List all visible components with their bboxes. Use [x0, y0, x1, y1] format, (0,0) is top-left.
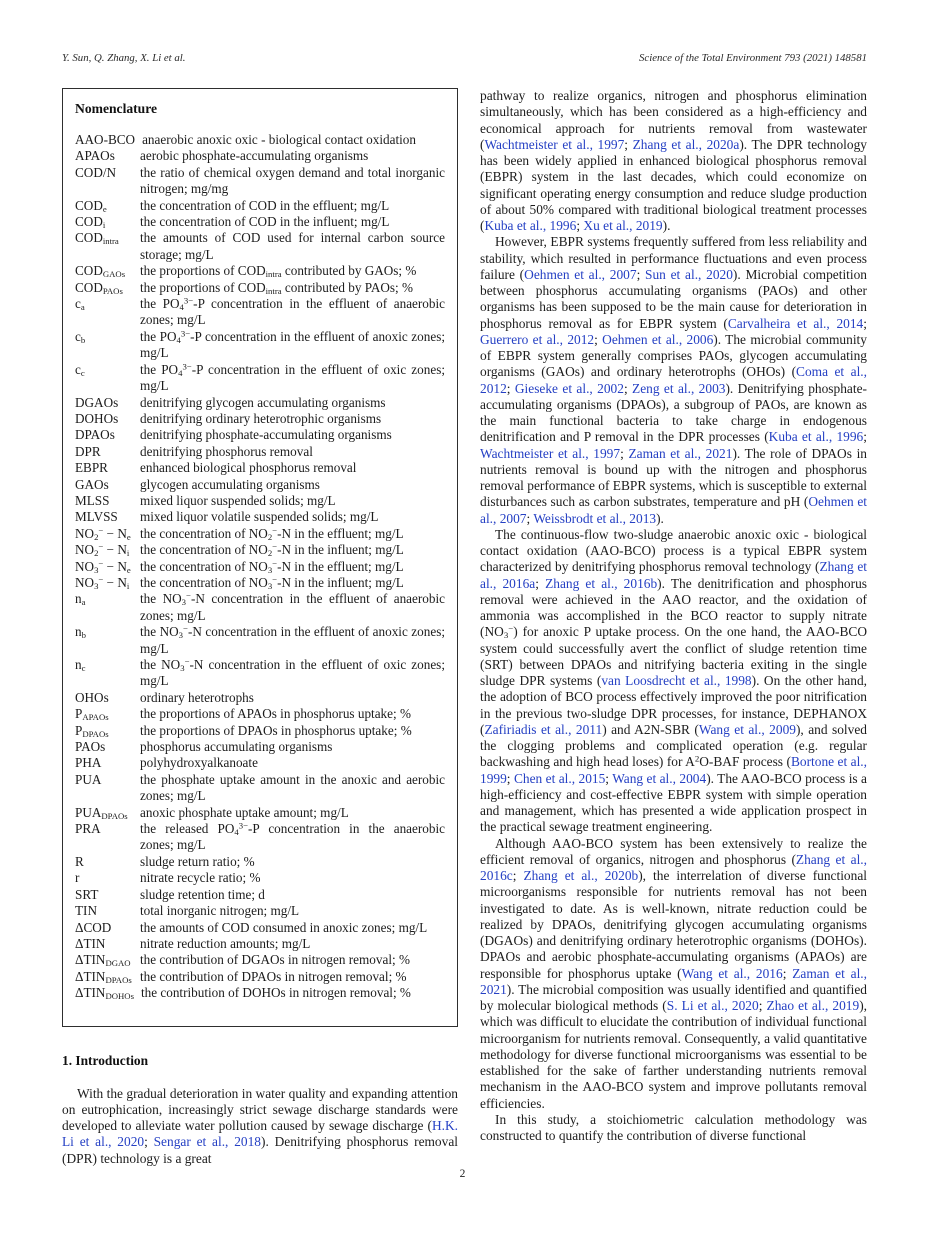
nomenclature-definition: the amounts of COD consumed in anoxic zones; mg/L — [140, 919, 428, 935]
nomenclature-definition: the $PO_4^{3-}-P$ concentration in the effluent of anaerobic zones; mg/L — [140, 295, 445, 328]
citation-link[interactable]: Weissbrodt et al., 2013 — [533, 510, 657, 526]
nomenclature-entry — [75, 542, 445, 558]
header-authors: Y. Sun, Q. Zhang, X. Li et al. — [62, 52, 186, 64]
citation-link[interactable]: Oehmen et al., 2007 — [480, 494, 867, 526]
nomenclature-term: $c_c$ — [75, 361, 85, 378]
nomenclature-entry — [75, 526, 445, 542]
paragraph: In this study, a stoichiometric calculation methodology was constructed to quantify the contribution of diverse functional — [480, 1111, 867, 1143]
nomenclature-term: PHA — [75, 755, 102, 771]
nomenclature-entry — [75, 427, 445, 443]
nomenclature-term: COD/N — [75, 164, 117, 180]
nomenclature-term: MLVSS — [75, 509, 118, 525]
nomenclature-term: $NO_3^- - N_e$ — [75, 558, 131, 575]
nomenclature-term: DGAOs — [75, 394, 119, 410]
nomenclature-definition: mixed liquor volatile suspended solids; mg/L — [140, 509, 379, 525]
citation-link[interactable]: Zeng et al., 2003 — [632, 380, 726, 396]
nomenclature-term: $P_{DPAOs}$ — [75, 722, 109, 739]
nomenclature-definition: the concentration of COD in the influent; mg/L — [140, 214, 390, 230]
citation-link[interactable]: Sengar et al., 2018 — [153, 1134, 261, 1150]
citation-link[interactable]: Wang et al., 2016 — [681, 965, 783, 981]
nomenclature-entry — [75, 411, 445, 427]
nomenclature-term: r — [75, 870, 80, 886]
citation-link[interactable]: Zhang et al., 2020b — [523, 868, 639, 883]
citation-link[interactable]: H.K. Li et al., 2020 — [62, 1118, 458, 1150]
nomenclature-term: $\Delta TIN_{DOHOs}$ — [75, 985, 134, 1002]
nomenclature-entry — [75, 148, 445, 164]
nomenclature-definition: the $PO_4^{3-}-P$ concentration in the effluent of anoxic zones; mg/L — [140, 328, 446, 361]
nomenclature-term: PAOs — [75, 739, 106, 755]
nomenclature-definition: the $NO_3^--N$ concentration in the effluent of anaerobic zones; mg/L — [140, 591, 445, 623]
nomenclature-term: DPR — [75, 443, 101, 459]
paragraph: Although AAO-BCO system has been extensively to realize the efficient removal of organics, nitrogen and phosphorus (Zhang et al., 2016c; Zhang et al., 2020b), the interrelation of diverse functional microorganisms responsible for nutrients removal has not been investigated to date. As is well-known, nitrate reduction could be realized by DPAOs, denitrifying glycogen accumulating organisms (DGAOs) and denitrifying ordinary heterotrophic organisms (DOHOs). DPAOs and aerobic phosphate-accumulating organisms (APAOs) are responsible for phosphorus uptake (Wang et al., 2016; Zaman et al., 2021). The microbial composition was usually identified and quantified by molecular biological methods (S. Li et al., 2020; Zhao et al., 2019), which was difficult to elucidate the contribution of individual functional microorganism for nutrients removal. Consequently, a valid quantitative methodology for diverse functional microorganisms was essential to be established for the sake of farther understanding nutrients removal mechanism in the AAO-BCO system and improve pollutants removal efficiencies. — [480, 835, 867, 1111]
nomenclature-term: $COD_{GAOs}$ — [75, 263, 126, 280]
page-footer — [0, 1168, 925, 1180]
nomenclature-term: $COD_{intra}$ — [75, 230, 119, 247]
page-content — [62, 88, 867, 1167]
citation-link[interactable]: Zhao et al., 2019 — [766, 998, 860, 1013]
nomenclature-definition: the proportions of $COD_{intra}$ contributed by GAOs; % — [140, 263, 417, 280]
nomenclature-term: $\Delta TIN_{DPAOs}$ — [75, 968, 132, 985]
nomenclature-entry — [75, 559, 445, 575]
introduction-paragraphs — [62, 1086, 458, 1167]
paragraph: However, EBPR systems frequently suffered from less reliability and stability, which resulted in performance fluctuations and even process failure (Oehmen et al., 2007; Sun et al., 2020). Microbial competition between phosphorus accumulating organisms (PAOs) and other organisms has been supposed to be the main cause for deterioration in phosphorus removal as for EBPR system (Carvalheira et al., 2014; Guerrero et al., 2012; Oehmen et al., 2006). The microbial community of EBPR system generally comprises PAOs, glycogen accumulating organisms (GAOs) and ordinary heterotrophs (OHOs) (Coma et al., 2012; Gieseke et al., 2002; Zeng et al., 2003). Denitrifying phosphate-accumulating organisms (DPAOs), a subgroup of PAOs, are known as the main functional bacteria to take charge in endogenous denitrification and P removal in the DPR processes (Kuba et al., 1996; Wachtmeister et al., 1997; Zaman et al., 2021). The role of DPAOs in nutrients removal is bound up with the nitrogen and phosphorus removal performance of EBPR systems, which is susceptible to external disturbances such as carbon substrates, temperature and pH (Oehmen et al., 2007; Weissbrodt et al., 2013). — [480, 234, 867, 526]
citation-link[interactable]: Chen et al., 2015 — [513, 770, 606, 786]
nomenclature-term: SRT — [75, 886, 99, 902]
nomenclature-term: AAO-BCO — [75, 132, 136, 147]
nomenclature-definition: enhanced biological phosphorus removal — [140, 460, 357, 476]
nomenclature-definition: the released $PO_4^{3-}-P$ concentration in the anaerobic zones; mg/L — [140, 820, 445, 853]
nomenclature-entry — [75, 165, 445, 198]
nomenclature-entry — [75, 936, 445, 952]
citation-link[interactable]: Zhang et al., 2016b — [545, 575, 658, 591]
paragraph: With the gradual deterioration in water quality and expanding attention on eutrophication, increasingly strict sewage discharge standards were developed to alleviate water pollution caused by sewage discharge (H.K. Li et al., 2020; Sengar et al., 2018). Denitrifying phosphorus removal (DPR) technology is a great — [62, 1085, 458, 1166]
nomenclature-definition: the concentration of $NO_3^--N$ in the influent; mg/L — [140, 574, 404, 591]
citation-link[interactable]: S. Li et al., 2020 — [666, 998, 759, 1013]
citation-link[interactable]: Zafiriadis et al., 2011 — [484, 721, 603, 737]
nomenclature-term: OHOs — [75, 689, 109, 705]
nomenclature-definition: the $NO_3^--N$ concentration in the effluent of oxic zones; mg/L — [140, 656, 445, 689]
nomenclature-definition: denitrifying glycogen accumulating organisms — [140, 394, 386, 410]
nomenclature-entry — [75, 509, 445, 525]
nomenclature-entry — [75, 477, 445, 493]
nomenclature-term: GAOs — [75, 476, 109, 492]
nomenclature-term: APAOs — [75, 148, 115, 164]
running-header — [62, 52, 867, 64]
nomenclature-definition: denitrifying ordinary heterotrophic organisms — [140, 410, 382, 426]
header-journal: Science of the Total Environment 793 (2021) 148581 — [639, 52, 867, 64]
nomenclature-term: ΔCOD — [75, 919, 112, 935]
citation-link[interactable]: Kuba et al., 1996 — [768, 429, 864, 445]
nomenclature-definition: glycogen accumulating organisms — [140, 476, 320, 492]
nomenclature-entry — [75, 493, 445, 509]
nomenclature-entry — [75, 755, 445, 771]
nomenclature-entry — [75, 739, 445, 755]
nomenclature-entry — [75, 920, 445, 936]
nomenclature-entry — [75, 444, 445, 460]
nomenclature-definition: anoxic phosphate uptake amount; mg/L — [140, 804, 349, 820]
nomenclature-term: $c_a$ — [75, 296, 85, 312]
nomenclature-definition: the contribution of DPAOs in nitrogen removal; % — [140, 968, 407, 984]
nomenclature-entry — [75, 624, 445, 657]
nomenclature-definition: anaerobic anoxic oxic - biological contact oxidation — [142, 132, 416, 147]
nomenclature-entry — [75, 706, 445, 722]
nomenclature-term: R — [75, 853, 84, 869]
nomenclature-term: $COD_{PAOs}$ — [75, 279, 123, 296]
citation-link[interactable]: Guerrero et al., 2012 — [480, 331, 595, 347]
nomenclature-entry — [75, 329, 445, 362]
citation-link[interactable]: Wang et al., 2004 — [612, 770, 707, 786]
nomenclature-entry — [75, 280, 445, 296]
nomenclature-entry — [75, 460, 445, 476]
citation-link[interactable]: Sun et al., 2020 — [645, 266, 733, 282]
citation-link[interactable]: Wachtmeister et al., 1997 — [480, 445, 621, 461]
nomenclature-box — [62, 88, 458, 1027]
nomenclature-definition: the contribution of DOHOs in nitrogen removal; % — [140, 985, 411, 1001]
left-column — [62, 88, 458, 1167]
section-heading-introduction: 1. Introduction — [62, 1052, 149, 1068]
citation-link[interactable]: Wachtmeister et al., 1997 — [484, 136, 625, 152]
page-number: 2 — [459, 1168, 466, 1180]
nomenclature-definition: polyhydroxyalkanoate — [140, 755, 258, 771]
nomenclature-entry — [75, 198, 445, 214]
nomenclature-entry — [75, 772, 445, 805]
nomenclature-definition: ordinary heterotrophs — [140, 689, 254, 705]
nomenclature-term: $n_a$ — [75, 591, 86, 608]
citation-link[interactable]: van Loosdrecht et al., 1998 — [601, 673, 752, 688]
nomenclature-term: $P_{APAOs}$ — [75, 706, 109, 723]
nomenclature-term: $NO_2^- - N_e$ — [75, 525, 131, 542]
nomenclature-title: Nomenclature — [75, 101, 158, 116]
nomenclature-definition: denitrifying phosphorus removal — [140, 443, 313, 459]
nomenclature-entry — [75, 132, 445, 148]
nomenclature-definition: nitrate recycle ratio; % — [140, 870, 261, 886]
citation-link[interactable]: Zaman et al., 2021 — [480, 965, 867, 997]
nomenclature-definition: the ratio of chemical oxygen demand and total inorganic nitrogen; mg/mg — [140, 164, 445, 197]
nomenclature-entry — [75, 591, 445, 624]
citation-link[interactable]: Kuba et al., 1996 — [484, 218, 577, 233]
paragraph: pathway to realize organics, nitrogen and phosphorus elimination simultaneously, which has been considered as a high-efficiency and economical approach for nutrients removal from wastewater (Wachtmeister et al., 1997; Zhang et al., 2020a). The DPR technology has been widely applied in enhanced biological phosphorus removal (EBPR) system in the last decades, which could economize on significant operating energy consumption and reduce sludge production of about 50% compared with traditional biological treatment processes (Kuba et al., 1996; Xu et al., 2019). — [480, 88, 867, 233]
nomenclature-entry — [75, 296, 445, 329]
nomenclature-term: $\Delta TIN_{DGAO}$ — [75, 952, 131, 969]
paragraph: The continuous-flow two-sludge anaerobic anoxic oxic - biological contact oxidation (AAO-BCO) process is a typical EBPR system characterized by denitrifying phosphorus removal technology (Zhang et al., 2016a; Zhang et al., 2016b). The denitrification and phosphorus removal were achieved in the AAO reactor, and the oxidation of ammonia was accomplished in the BCO reactor to supply nitrate $(NO_3^-)$ for anoxic P uptake process. On the one hand, the AAO-BCO system could successfully avert the conflict of sludge retention time (SRT) between DPAOs and nitrifying bacteria exiting in the single sludge DPR systems (van Loosdrecht et al., 1998). On the other hand, the adoption of BCO process effectively improved the poor nitrification in the previous two-sludge DPR processes, for instance, DEPHANOX (Zafiriadis et al., 2011) and A2N-SBR (Wang et al., 2009), and solved the clogging problems and complicated operation (e.g. regular backwashing and high head loses) for $A^2O$-BAF process (Bortone et al., 1999; Chen et al., 2015; Wang et al., 2004). The AAO-BCO process is a high-efficiency and cost-effective EBPR system with simple operation and management, which has presented a wide application prospect in the practical sewage treatment engineering. — [480, 526, 867, 835]
nomenclature-definition: the concentration of $NO_3^--N$ in the effluent; mg/L — [140, 558, 404, 575]
nomenclature-entry — [75, 362, 445, 395]
right-column — [480, 88, 867, 1144]
nomenclature-definition: denitrifying phosphate-accumulating organisms — [140, 427, 392, 443]
nomenclature-term: ΔTIN — [75, 935, 106, 951]
nomenclature-term: PUA — [75, 771, 102, 787]
citation-link[interactable]: Oehmen et al., 2006 — [602, 331, 714, 347]
nomenclature-entry — [75, 969, 445, 985]
nomenclature-definition: the phosphate uptake amount in the anoxic and aerobic zones; mg/L — [140, 771, 445, 804]
citation-link[interactable]: Oehmen et al., 2007 — [524, 266, 637, 282]
nomenclature-list — [75, 132, 445, 1002]
nomenclature-entry — [75, 903, 445, 919]
citation-link[interactable]: Wang et al., 2009 — [698, 721, 796, 737]
nomenclature-term: $PUA_{DPAOs}$ — [75, 804, 128, 821]
citation-link[interactable]: Xu et al., 2019 — [583, 218, 663, 233]
nomenclature-entry — [75, 575, 445, 591]
nomenclature-term: $n_b$ — [75, 624, 86, 641]
citation-link[interactable]: Zaman et al., 2021 — [628, 445, 733, 461]
nomenclature-definition: nitrate reduction amounts; mg/L — [140, 935, 311, 951]
nomenclature-entry — [75, 821, 445, 854]
body-paragraphs — [480, 88, 867, 1144]
citation-link[interactable]: Zhang et al., 2016c — [480, 851, 867, 883]
nomenclature-definition: the concentration of COD in the effluent; mg/L — [140, 197, 390, 213]
nomenclature-definition: the concentration of $NO_2^--N$ in the effluent; mg/L — [140, 525, 404, 542]
nomenclature-definition: the proportions of $COD_{intra}$ contributed by PAOs; % — [140, 279, 413, 296]
nomenclature-definition: mixed liquor suspended solids; mg/L — [140, 492, 336, 508]
nomenclature-definition: sludge retention time; d — [140, 886, 265, 902]
nomenclature-definition: the amounts of COD used for internal carbon source storage; mg/L — [140, 230, 445, 262]
nomenclature-term: $n_c$ — [75, 657, 86, 673]
nomenclature-definition: aerobic phosphate-accumulating organisms — [140, 148, 369, 164]
nomenclature-definition: sludge return ratio; % — [140, 853, 255, 869]
nomenclature-entry — [75, 805, 445, 821]
nomenclature-entry — [75, 690, 445, 706]
citation-link[interactable]: Zhang et al., 2016a — [480, 559, 867, 591]
citation-link[interactable]: Gieseke et al., 2002 — [514, 380, 624, 396]
nomenclature-term: $NO_3^- - N_i$ — [75, 574, 130, 591]
nomenclature-definition: the proportions of DPAOs in phosphorus uptake; % — [140, 722, 412, 738]
nomenclature-definition: total inorganic nitrogen; mg/L — [140, 903, 300, 919]
citation-link[interactable]: Coma et al., 2012 — [480, 364, 867, 396]
nomenclature-definition: the $PO_4^{3-}-P$ concentration in the effluent of oxic zones; mg/L — [140, 361, 445, 394]
nomenclature-term: DPAOs — [75, 427, 115, 443]
nomenclature-definition: the proportions of APAOs in phosphorus uptake; % — [140, 706, 411, 722]
nomenclature-term: DOHOs — [75, 410, 119, 426]
nomenclature-entry — [75, 263, 445, 279]
nomenclature-entry — [75, 985, 445, 1001]
nomenclature-entry — [75, 214, 445, 230]
nomenclature-entry — [75, 230, 445, 263]
nomenclature-term: PRA — [75, 821, 101, 837]
nomenclature-term: EBPR — [75, 460, 108, 476]
citation-link[interactable]: Bortone et al., 1999 — [480, 754, 867, 786]
nomenclature-entry — [75, 870, 445, 886]
nomenclature-term: $COD_e$ — [75, 197, 107, 214]
nomenclature-entry — [75, 395, 445, 411]
citation-link[interactable]: Carvalheira et al., 2014 — [727, 315, 864, 331]
nomenclature-entry — [75, 657, 445, 690]
citation-link[interactable]: Zhang et al., 2020a — [632, 136, 740, 152]
nomenclature-definition: the contribution of DGAOs in nitrogen removal; % — [140, 952, 410, 968]
nomenclature-definition: the $NO_3^--N$ concentration in the effluent of anoxic zones; mg/L — [140, 623, 445, 656]
nomenclature-entry — [75, 952, 445, 968]
nomenclature-definition: the concentration of $NO_2^--N$ in the influent; mg/L — [140, 541, 404, 559]
nomenclature-entry — [75, 887, 445, 903]
nomenclature-entry — [75, 723, 445, 739]
nomenclature-term: $NO_2^- - N_i$ — [75, 541, 130, 559]
nomenclature-term: MLSS — [75, 492, 110, 508]
nomenclature-definition: phosphorus accumulating organisms — [140, 739, 333, 755]
nomenclature-term: $c_b$ — [75, 328, 86, 345]
nomenclature-term: TIN — [75, 903, 97, 919]
nomenclature-term: $COD_i$ — [75, 214, 106, 230]
nomenclature-entry — [75, 854, 445, 870]
